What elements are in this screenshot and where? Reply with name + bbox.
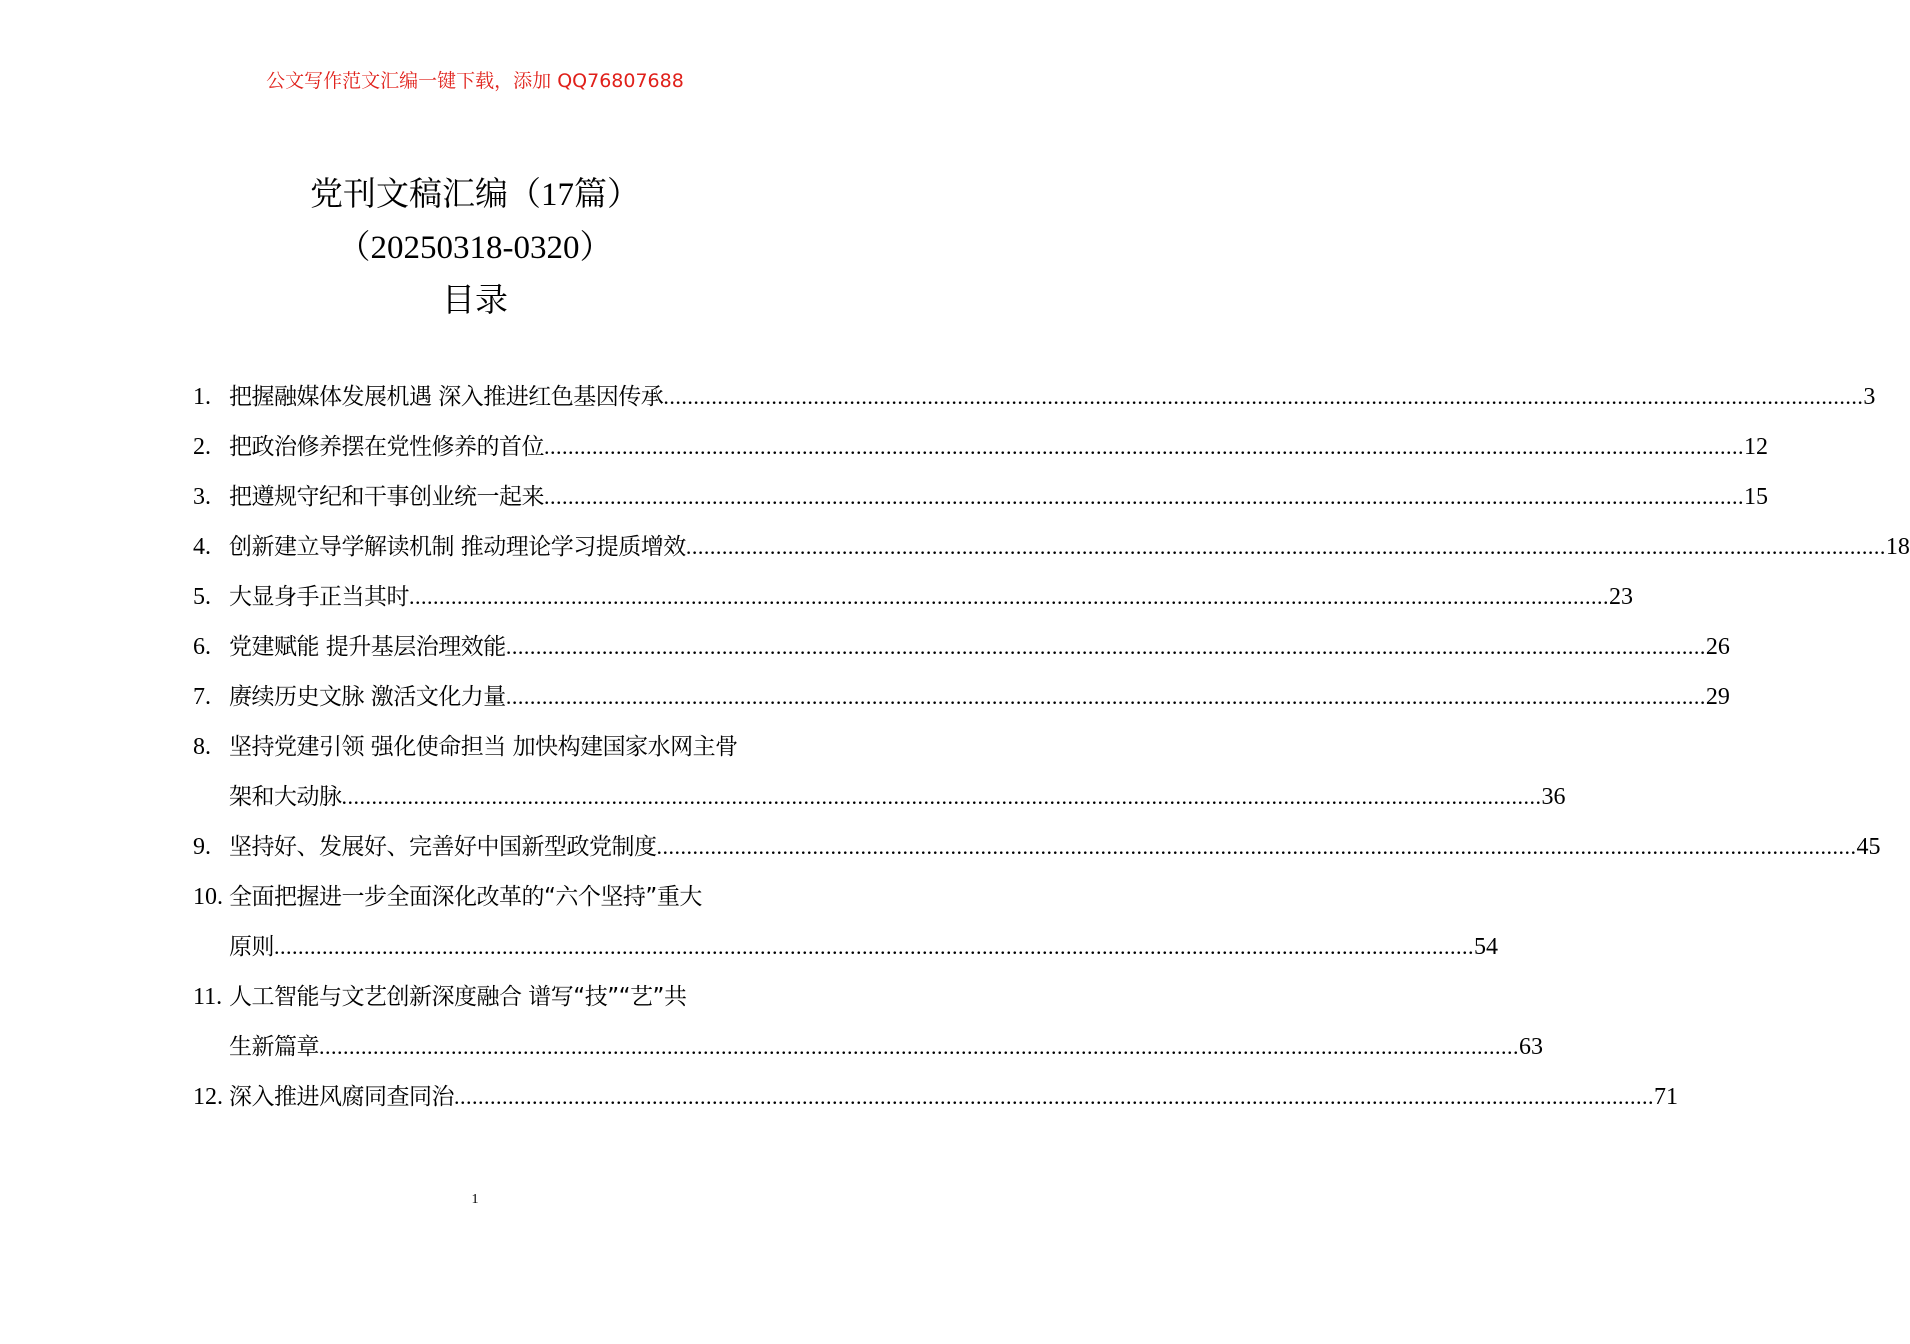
- toc-entry-line: [229, 572, 1633, 622]
- toc-leader-dots: [274, 922, 1474, 972]
- toc-entry-number: 1.: [193, 384, 211, 410]
- toc-entry-body: [229, 622, 1730, 672]
- toc-entry-title: 把遵规守纪和干事创业统一起来: [229, 484, 544, 510]
- title-suffix: 篇）: [574, 174, 640, 213]
- toc-entry-body: [229, 672, 1730, 722]
- toc-entry-number: 2.: [193, 434, 211, 460]
- toc-entry-line: [229, 922, 1498, 972]
- toc-leader-dots: [506, 622, 1706, 672]
- toc-entry-number: 5.: [193, 584, 211, 610]
- toc-leader-dots: [657, 822, 1857, 872]
- toc-entry-body: [229, 822, 1881, 872]
- toc-entry-6[interactable]: [193, 622, 1730, 672]
- toc-leader-dots: [454, 1072, 1654, 1122]
- toc-entry-11[interactable]: [193, 972, 1543, 1072]
- toc-entry-body: [229, 372, 1875, 422]
- toc-leader-dots: [319, 1022, 1519, 1072]
- toc-entry-body: [229, 722, 1566, 822]
- toc-entry-line: [229, 622, 1730, 672]
- title-count: 17: [541, 177, 574, 213]
- toc-entry-number: 4.: [193, 534, 211, 560]
- toc-entry-line-first: [229, 972, 1543, 1022]
- toc-entry-line: [229, 672, 1730, 722]
- toc-entry-body: [229, 422, 1768, 472]
- toc-entry-title: 深入推进风腐同查同治: [229, 1084, 454, 1110]
- toc-entry-line-first: [229, 872, 1498, 922]
- toc-entry-2[interactable]: [193, 422, 1768, 472]
- toc-entry-title: 党建赋能 提升基层治理效能: [229, 634, 506, 660]
- toc-entry-page: 63: [1519, 1034, 1543, 1060]
- toc-entry-number: 9.: [193, 834, 211, 860]
- toc-entry-8[interactable]: [193, 722, 1566, 822]
- toc-leader-dots: [663, 372, 1863, 422]
- toc-entry-line: [229, 1072, 1678, 1122]
- toc-entry-body: [229, 872, 1498, 972]
- title-prefix: 党刊文稿汇编（: [310, 174, 541, 213]
- toc-entry-title: 创新建立导学解读机制 推动理论学习提质增效: [229, 534, 686, 560]
- toc-entry-line: [229, 522, 1910, 572]
- toc-entry-page: 36: [1541, 784, 1566, 810]
- toc-entry-3[interactable]: [193, 472, 1768, 522]
- toc-entry-title-first: 全面把握进一步全面深化改革的“六个坚持”重大: [229, 884, 702, 910]
- toc-entry-title: 原则: [229, 934, 274, 960]
- page-number: 1: [471, 1192, 479, 1207]
- toc-entry-line: [229, 772, 1566, 822]
- toc-leader-dots: [686, 522, 1886, 572]
- toc-entry-7[interactable]: [193, 672, 1730, 722]
- toc-entry-12[interactable]: [193, 1072, 1678, 1122]
- toc-entry-page: 12: [1744, 434, 1768, 460]
- toc-entry-title: 把政治修养摆在党性修养的首位: [229, 434, 544, 460]
- toc-entry-page: 3: [1863, 384, 1876, 410]
- toc-entry-body: [229, 572, 1633, 622]
- toc-entry-title: 生新篇章: [229, 1034, 319, 1060]
- document-date-range: [0, 221, 950, 274]
- toc-entry-number: 10.: [193, 884, 223, 910]
- toc-entry-title: 大显身手正当其时: [229, 584, 409, 610]
- toc-leader-dots: [409, 572, 1609, 622]
- toc-entry-10[interactable]: [193, 872, 1498, 972]
- date-range-text: （20250318-0320）: [337, 230, 613, 266]
- toc-leader-dots: [544, 472, 1744, 522]
- toc-entry-line: [229, 472, 1768, 522]
- toc-leader-dots: [342, 772, 1542, 822]
- toc-entry-body: [229, 472, 1768, 522]
- toc-entry-title-first: 人工智能与文艺创新深度融合 谱写“技”“艺”共: [229, 984, 687, 1010]
- toc-entry-line-first: [229, 722, 1566, 772]
- toc-entry-title: 坚持好、发展好、完善好中国新型政党制度: [229, 834, 657, 860]
- toc-entry-title: 把握融媒体发展机遇 深入推进红色基因传承: [229, 384, 664, 410]
- toc-entry-title: 赓续历史文脉 激活文化力量: [229, 684, 506, 710]
- toc-entry-number: 6.: [193, 634, 211, 660]
- toc-entry-number: 8.: [193, 734, 211, 760]
- toc-entry-page: 45: [1856, 834, 1881, 860]
- toc-entry-page: 23: [1609, 584, 1633, 610]
- toc-leader-dots: [506, 672, 1706, 722]
- toc-entry-9[interactable]: [193, 822, 1881, 872]
- toc-entry-1[interactable]: [193, 372, 1876, 422]
- toc-entry-line: [229, 372, 1875, 422]
- toc-entry-body: [229, 522, 1910, 572]
- toc-entry-page: 71: [1654, 1084, 1678, 1110]
- toc-entry-number: 7.: [193, 684, 211, 710]
- toc-entry-line: [229, 422, 1768, 472]
- toc-entry-title-first: 坚持党建引领 强化使命担当 加快构建国家水网主骨: [229, 734, 738, 760]
- toc-entry-page: 15: [1744, 484, 1768, 510]
- toc-entry-title: 架和大动脉: [229, 784, 342, 810]
- table-of-contents: [193, 372, 1910, 1122]
- toc-leader-dots: [544, 422, 1744, 472]
- toc-entry-body: [229, 972, 1543, 1072]
- toc-entry-5[interactable]: [193, 572, 1633, 622]
- toc-entry-4[interactable]: [193, 522, 1910, 572]
- toc-entry-number: 12.: [193, 1084, 223, 1110]
- toc-entry-number: 11.: [193, 984, 223, 1010]
- toc-entry-page: 18: [1885, 534, 1910, 560]
- title-block: [0, 168, 950, 326]
- toc-entry-page: 26: [1705, 634, 1730, 660]
- header-download-note: 公文写作范文汇编一键下载，添加 QQ76807688: [266, 70, 684, 92]
- toc-heading: 目录: [442, 280, 508, 319]
- toc-entry-line: [229, 1022, 1543, 1072]
- document-title: [0, 168, 950, 221]
- toc-entry-page: 54: [1474, 934, 1498, 960]
- toc-entry-number: 3.: [193, 484, 211, 510]
- toc-entry-line: [229, 822, 1881, 872]
- toc-entry-page: 29: [1705, 684, 1730, 710]
- toc-entry-body: [229, 1072, 1678, 1122]
